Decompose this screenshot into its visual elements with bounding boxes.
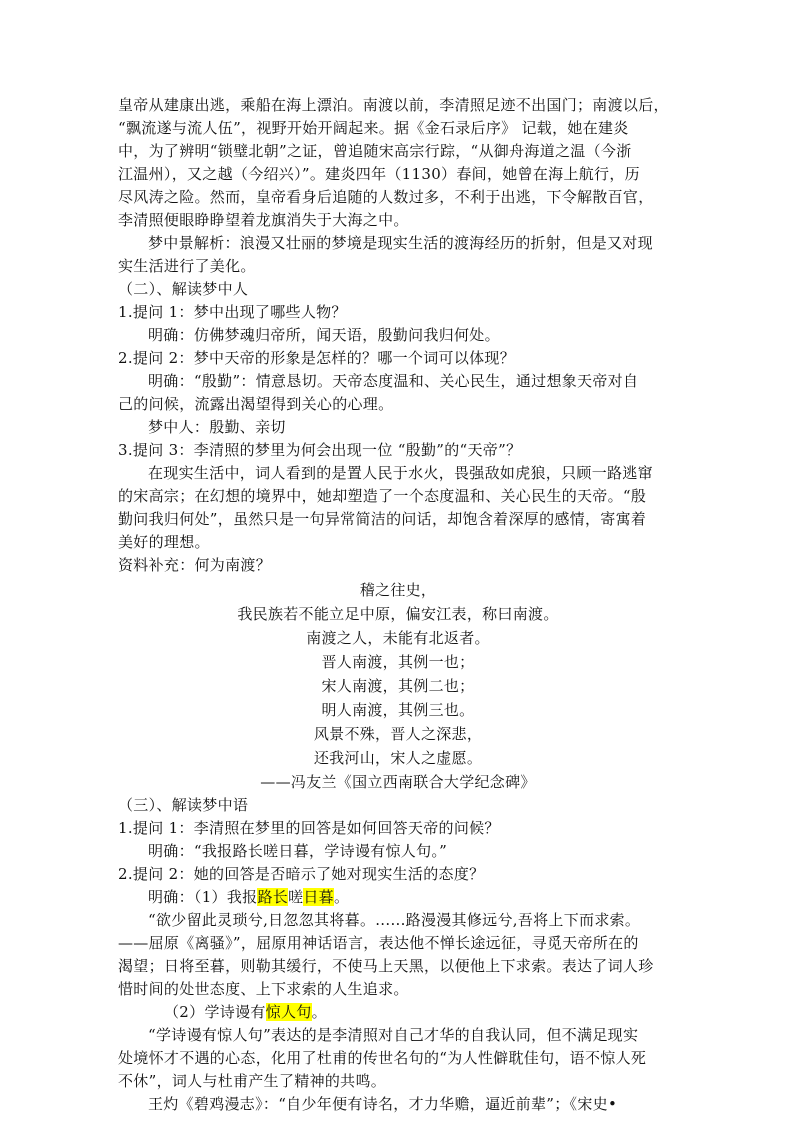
answer: 明确：仿佛梦魂归帝所，闻天语，殷勤问我归何处。 (148, 326, 500, 344)
poem-line: 我民族若不能立足中原，偏安江表，称曰南渡。 (237, 605, 559, 623)
poem-line: 还我河山，宋人之虚愿。 (313, 749, 483, 767)
text-line: 李清照便眼睁睁望着龙旗消失于大海之中。 (118, 211, 409, 229)
answer-end: 。 (333, 888, 350, 906)
answer: 明确：“殷勤”：情意恳切。天帝态度温和、关心民生，通过想象天帝对自 (148, 372, 639, 390)
answer: 美好的理想。 (118, 533, 210, 551)
answer-highlighted (164, 1002, 327, 1022)
poem-line: 稽之往史， (359, 581, 437, 599)
text-line: 尽风涛之险。然而，皇帝看身后追随的人数过多，不利于出逃，下令解散百官， (118, 188, 654, 206)
scene-analysis-line: 梦中景解析：浪漫又壮丽的梦境是现实生活的渡海经历的折射，但是又对现 (148, 234, 653, 252)
lisao-quote: “欲少留此灵琐兮,日忽忽其将暮。......路漫漫其修远兮,吾将上下而求索。 (148, 911, 641, 929)
poem-line: 风景不殊，晋人之深悲， (313, 725, 483, 743)
highlight-startling-lines: 惊人句 (265, 1003, 312, 1021)
lisao-quote: 惜时间的处世态度、上下求索的人生追求。 (118, 980, 409, 998)
dream-people: 梦中人：殷勤、亲切 (148, 418, 286, 436)
question: 1.提问 1：李清照在梦里的回答是如何回答天帝的问候？ (118, 819, 500, 837)
poem-line: 南渡之人，未能有北返者。 (306, 629, 490, 647)
text-line: 中，为了辨明“锁璧北朝”之证，曾追随宋高宗行踪，“从御舟海道之温（今浙 (118, 142, 632, 160)
paragraph-line: “学诗谩有惊人句”表达的是李清照对自己才华的自我认同，但不满足现实 (148, 1026, 639, 1044)
question: 2.提问 2：梦中天帝的形象是怎样的？哪一个词可以体现？ (118, 349, 516, 367)
answer: 明确：“我报路长嗟日暮，学诗谩有惊人句。” (148, 842, 448, 860)
poem-line: 宋人南渡，其例二也； (321, 677, 475, 695)
answer-highlighted (148, 887, 349, 907)
text-line: 皇帝从建康出逃，乘船在海上漂泊。南渡以前，李清照足迹不出国门；南渡以后， (118, 96, 669, 114)
paragraph-line: 王灼《碧鸡漫志》：“自少年便有诗名，才力华赡，逼近前辈”；《宋史• (148, 1095, 618, 1113)
scene-analysis-line: 实生活进行了美化。 (118, 257, 256, 275)
section-heading: （二）、解读梦中人 (118, 280, 249, 298)
poem-line: 晋人南渡，其例一也； (321, 653, 475, 671)
answer: 勤问我归何处”，虽然只是一句异常简洁的问话，却饱含着深厚的感情，寄寓着 (118, 510, 647, 528)
answer-mid: 嗟 (288, 888, 304, 906)
supplement-heading: 资料补充：何为南渡？ (118, 556, 272, 574)
poem-line: 明人南渡，其例三也。 (321, 701, 475, 719)
answer: 己的问候，流露出渴望得到关心的心理。 (118, 395, 394, 413)
question: 1.提问 1：梦中出现了哪些人物？ (118, 303, 347, 321)
section-heading: （三）、解读梦中语 (118, 796, 249, 814)
text-line: “飘流遂与流人伍”，视野开始开阔起来。据《金石录后序》 记载，她在建炎 (118, 119, 629, 137)
answer-end: 。 (311, 1003, 327, 1021)
answer: 在现实生活中，词人看到的是置人民于水火，畏强敌如虎狼，只顾一路逃窜 (148, 464, 653, 482)
highlight-road-long: 路长 (257, 888, 289, 906)
paragraph-line: 不休”，词人与杜甫产生了精神的共鸣。 (118, 1072, 387, 1090)
lisao-quote: ——屈原《离骚》”，屈原用神话语言，表达他不惮长途远征，寻觅天帝所在的 (118, 934, 639, 952)
answer-prefix: （2）学诗谩有 (164, 1003, 266, 1021)
answer-prefix: 明确：（1）我报 (148, 888, 258, 906)
question: 2.提问 2：她的回答是否暗示了她对现实生活的态度？ (118, 865, 485, 883)
highlight-sunset: 日暮 (303, 888, 334, 906)
lisao-quote: 渴望；日将至暮，则勒其缓行，不使马上天黑，以便他上下求索。表达了词人珍 (118, 957, 654, 975)
text-line: 江温州），又之越（今绍兴）”。建炎四年（1130）春间，她曾在海上航行，历 (118, 165, 640, 183)
paragraph-line: 处境怀才不遇的心态，化用了杜甫的传世名句的“为人性僻耽佳句，语不惊人死 (118, 1049, 647, 1067)
poem-attribution: ——冯友兰《国立西南联合大学纪念碑》 (260, 773, 536, 791)
question: 3.提问 3：李清照的梦里为何会出现一位 “殷勤”的“天帝”？ (118, 441, 522, 459)
answer: 的宋高宗；在幻想的境界中，她却塑造了一个态度温和、关心民生的天帝。“殷 (118, 487, 647, 505)
